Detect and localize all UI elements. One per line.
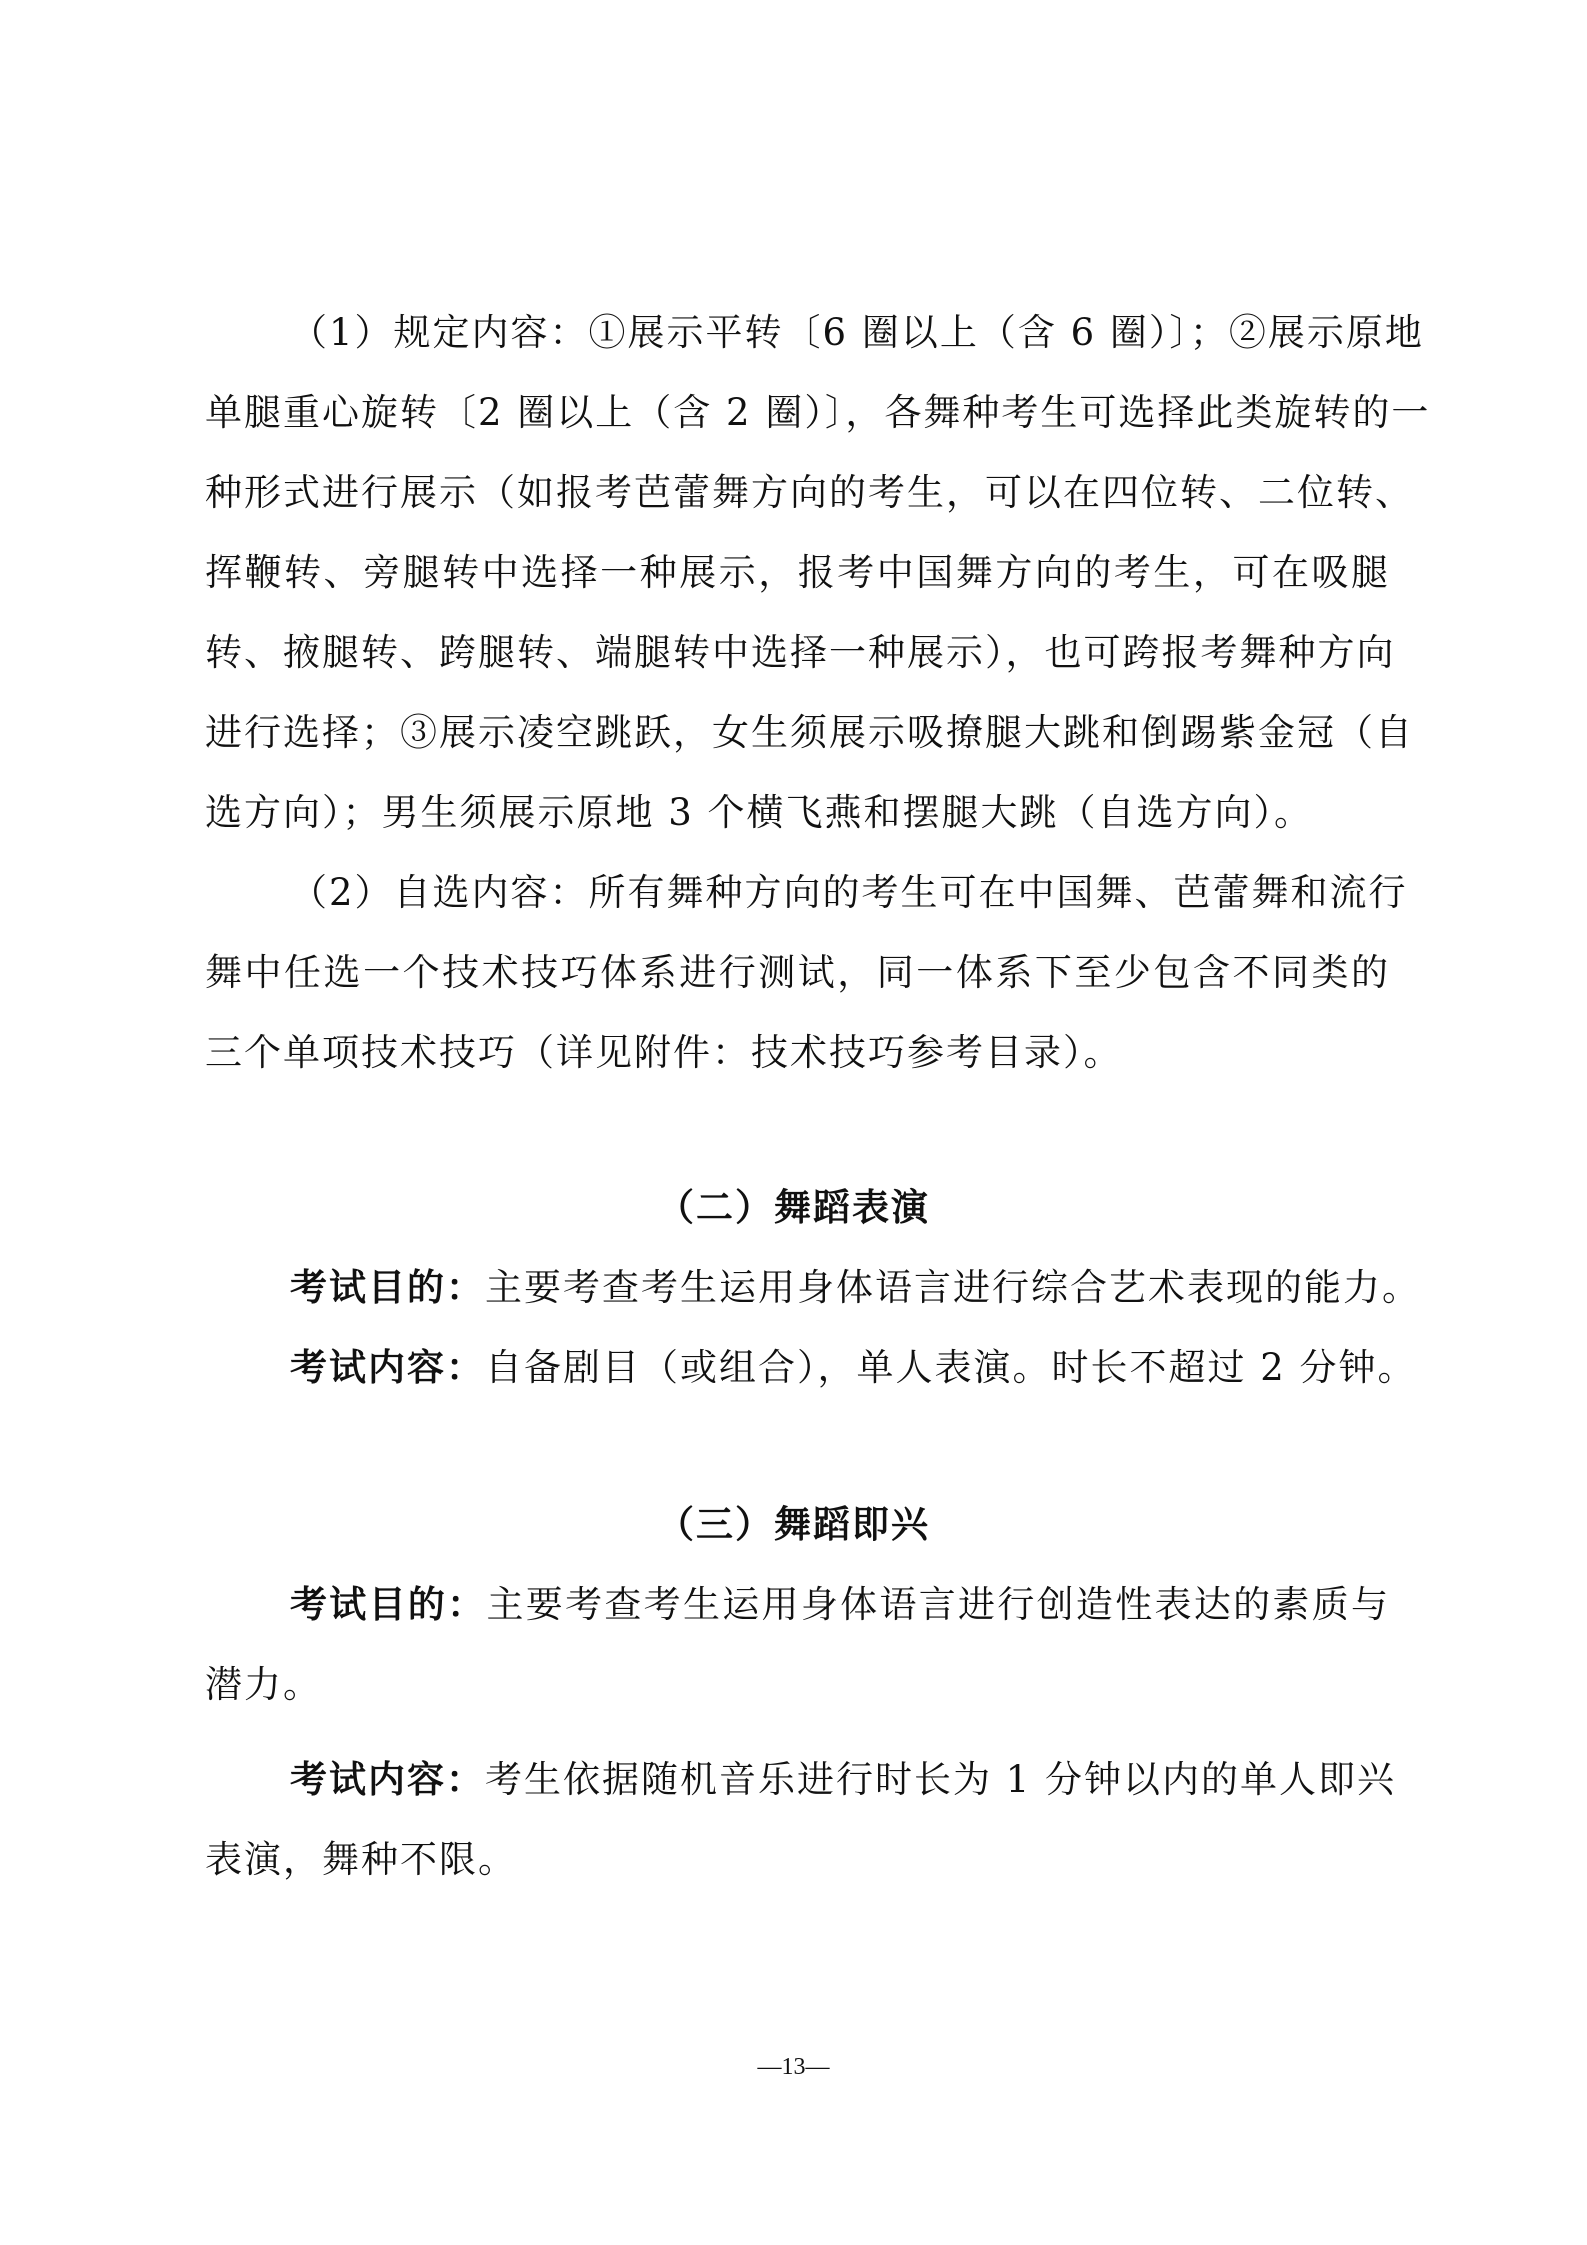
exam-purpose bbox=[290, 1260, 1421, 1316]
paragraph-line: 单腿重心旋转〔2 圈以上（含 2 圈）〕，各舞种考生可选择此类旋转的一 bbox=[205, 391, 1431, 434]
section-heading: （三）舞蹈即兴 bbox=[657, 1503, 930, 1546]
exam-purpose-label: 考试目的： bbox=[290, 1266, 485, 1309]
exam-content-label: 考试内容： bbox=[290, 1758, 485, 1801]
paragraph-line: 选方向）；男生须展示原地 3 个横飞燕和摆腿大跳（自选方向）。 bbox=[205, 791, 1314, 834]
section-heading: （二）舞蹈表演 bbox=[657, 1186, 930, 1229]
paragraph-line: 种形式进行展示（如报考芭蕾舞方向的考生，可以在四位转、二位转、 bbox=[205, 471, 1414, 514]
paragraph-line: 潜力。 bbox=[205, 1663, 322, 1706]
paragraph-line: 三个单项技术技巧（详见附件：技术技巧参考目录）。 bbox=[205, 1031, 1123, 1074]
page-number: —13— bbox=[757, 2054, 830, 2080]
paragraph-line: 舞中任选一个技术技巧体系进行测试，同一体系下至少包含不同类的 bbox=[205, 951, 1390, 994]
exam-content bbox=[290, 1752, 1397, 1808]
exam-content bbox=[290, 1340, 1417, 1396]
exam-purpose-text: 主要考查考生运用身体语言进行创造性表达的素质与 bbox=[486, 1583, 1391, 1626]
paragraph-line: （1）规定内容：①展示平转〔6 圈以上（含 6 圈）〕；②展示原地 bbox=[290, 311, 1424, 354]
paragraph-line: 转、掖腿转、跨腿转、端腿转中选择一种展示），也可跨报考舞种方向 bbox=[205, 631, 1396, 674]
exam-content-text: 考生依据随机音乐进行时长为 1 分钟以内的单人即兴 bbox=[485, 1758, 1397, 1801]
exam-purpose-text: 主要考查考生运用身体语言进行综合艺术表现的能力。 bbox=[485, 1266, 1421, 1309]
exam-content-label: 考试内容： bbox=[290, 1346, 485, 1389]
exam-purpose-label: 考试目的： bbox=[290, 1583, 487, 1626]
exam-purpose bbox=[290, 1577, 1390, 1633]
paragraph-line: 表演，舞种不限。 bbox=[205, 1838, 517, 1881]
paragraph-line: 挥鞭转、旁腿转中选择一种展示，报考中国舞方向的考生，可在吸腿 bbox=[205, 551, 1390, 594]
paragraph-line: 进行选择；③展示凌空跳跃，女生须展示吸撩腿大跳和倒踢紫金冠（自 bbox=[205, 711, 1414, 754]
paragraph-line: （2）自选内容：所有舞种方向的考生可在中国舞、芭蕾舞和流行 bbox=[290, 871, 1408, 914]
exam-content-text: 自备剧目（或组合），单人表演。时长不超过 2 分钟。 bbox=[485, 1346, 1417, 1389]
